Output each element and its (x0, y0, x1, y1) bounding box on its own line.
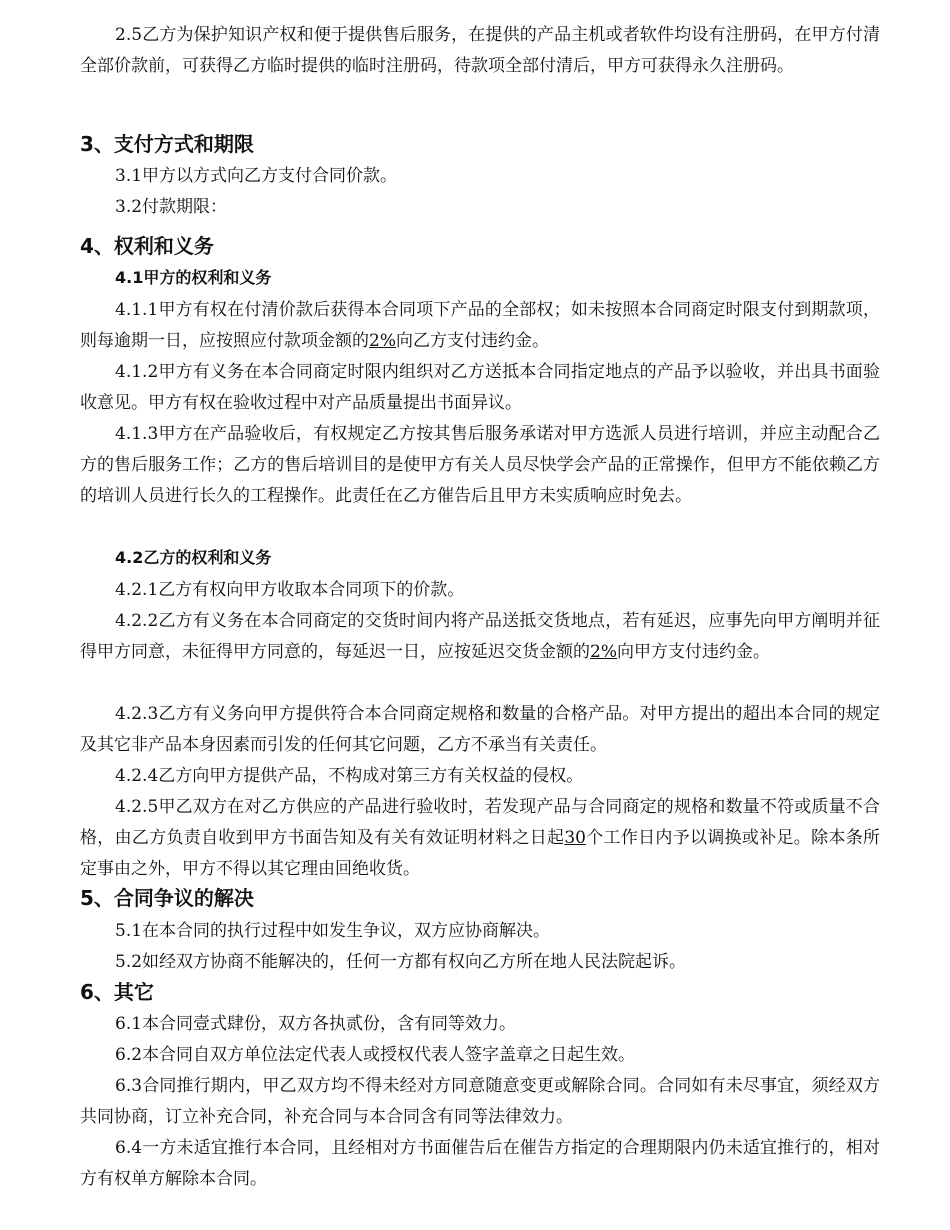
clause-3-1: 3.1甲方以方式向乙方支付合同价款。 (115, 166, 398, 186)
clause-4-2-2-text-a: 4.2.2乙方有义务在本合同商定的交货时间内将产品送抵交货地点，若有延迟，应事先向甲方阐明并征得甲方同意，未征得甲方同意的，每延迟一日，应按延迟交货金额的 (80, 611, 880, 662)
clause-4-2-5-text-a: 4.2.5甲乙双方在对乙方供应的产品进行验收时，若发现产品与合同商定的规格和数量不符或质量不合格，由乙方负责自收到甲方书面告知及有关有效证明材料之日起 (80, 797, 880, 848)
clause-6-3: 6.3合同推行期内，甲乙双方均不得未经对方同意随意变更或解除合同。合同如有未尽事宜，须经双方共同协商，订立补充合同，补充合同与本合同含有同等法律效力。 (80, 1076, 880, 1127)
clause-4-2-5 (80, 792, 880, 885)
clause-6-1: 6.1本合同壹式肆份，双方各执贰份，含有同等效力。 (115, 1014, 517, 1034)
section-5-heading: 5、合同争议的解决 (80, 886, 254, 910)
clause-5-2: 5.2如经双方协商不能解决的，任何一方都有权向乙方所在地人民法院起诉。 (115, 952, 687, 972)
clause-2-5: 2.5乙方为保护知识产权和便于提供售后服务，在提供的产品主机或者软件均设有注册码，在甲方付清全部价款前，可获得乙方临时提供的临时注册码，待款项全部付清后，甲方可获得永久注册码。 (80, 25, 880, 76)
clause-6-4: 6.4一方未适宜推行本合同，且经相对方书面催告后在催告方指定的合理期限内仍未适宜推行的，相对方有权单方解除本合同。 (80, 1138, 880, 1189)
clause-6-2: 6.2本合同自双方单位法定代表人或授权代表人签字盖章之日起生效。 (115, 1045, 636, 1065)
replacement-days: 30 (564, 828, 586, 848)
subsection-4-1-heading: 4.1甲方的权利和义务 (115, 268, 272, 287)
clause-4-2-5-text-b: 个工作日内予以调换或补足。除本条所定事由之外，甲方不得以其它理由回绝收货。 (80, 828, 880, 879)
section-3-heading: 3、支付方式和期限 (80, 132, 254, 156)
subsection-4-2-heading: 4.2乙方的权利和义务 (115, 548, 272, 567)
clause-4-1-1-text-b: 向乙方支付违约金。 (395, 331, 549, 351)
section-4-heading: 4、权利和义务 (80, 234, 214, 258)
clause-4-1-1 (80, 295, 880, 357)
section-6-heading: 6、其它 (80, 980, 154, 1004)
clause-3-2: 3.2付款期限： (115, 197, 228, 217)
clause-4-1-3: 4.1.3甲方在产品验收后，有权规定乙方按其售后服务承诺对甲方选派人员进行培训，并应主动配合乙方的售后服务工作；乙方的售后培训目的是使甲方有关人员尽快学会产品的正常操作，但甲方不能依赖乙方的培训人员进行长久的工程操作。此责任在乙方催告后且甲方未实质响应时免去。 (80, 424, 880, 506)
penalty-rate-4-1-1: 2% (369, 331, 396, 351)
clause-4-2-4: 4.2.4乙方向甲方提供产品，不构成对第三方有关权益的侵权。 (115, 766, 584, 786)
clause-4-1-2: 4.1.2甲方有义务在本合同商定时限内组织对乙方送抵本合同指定地点的产品予以验收，并出具书面验收意见。甲方有权在验收过程中对产品质量提出书面异议。 (80, 362, 880, 413)
clause-4-2-2-text-b: 向甲方支付违约金。 (616, 642, 770, 662)
clause-5-1: 5.1在本合同的执行过程中如发生争议，双方应协商解决。 (115, 921, 551, 941)
clause-4-2-1: 4.2.1乙方有权向甲方收取本合同项下的价款。 (115, 580, 465, 600)
clause-4-1-1-text-a: 4.1.1甲方有权在付清价款后获得本合同项下产品的全部权；如未按照本合同商定时限支付到期款项，则每逾期一日，应按照应付款项金额的 (80, 300, 880, 351)
clause-4-2-3: 4.2.3乙方有义务向甲方提供符合本合同商定规格和数量的合格产品。对甲方提出的超出本合同的规定及其它非产品本身因素而引发的任何其它问题，乙方不承当有关责任。 (80, 704, 880, 755)
penalty-rate-4-2-2: 2% (590, 642, 617, 662)
clause-4-2-2 (80, 606, 880, 668)
